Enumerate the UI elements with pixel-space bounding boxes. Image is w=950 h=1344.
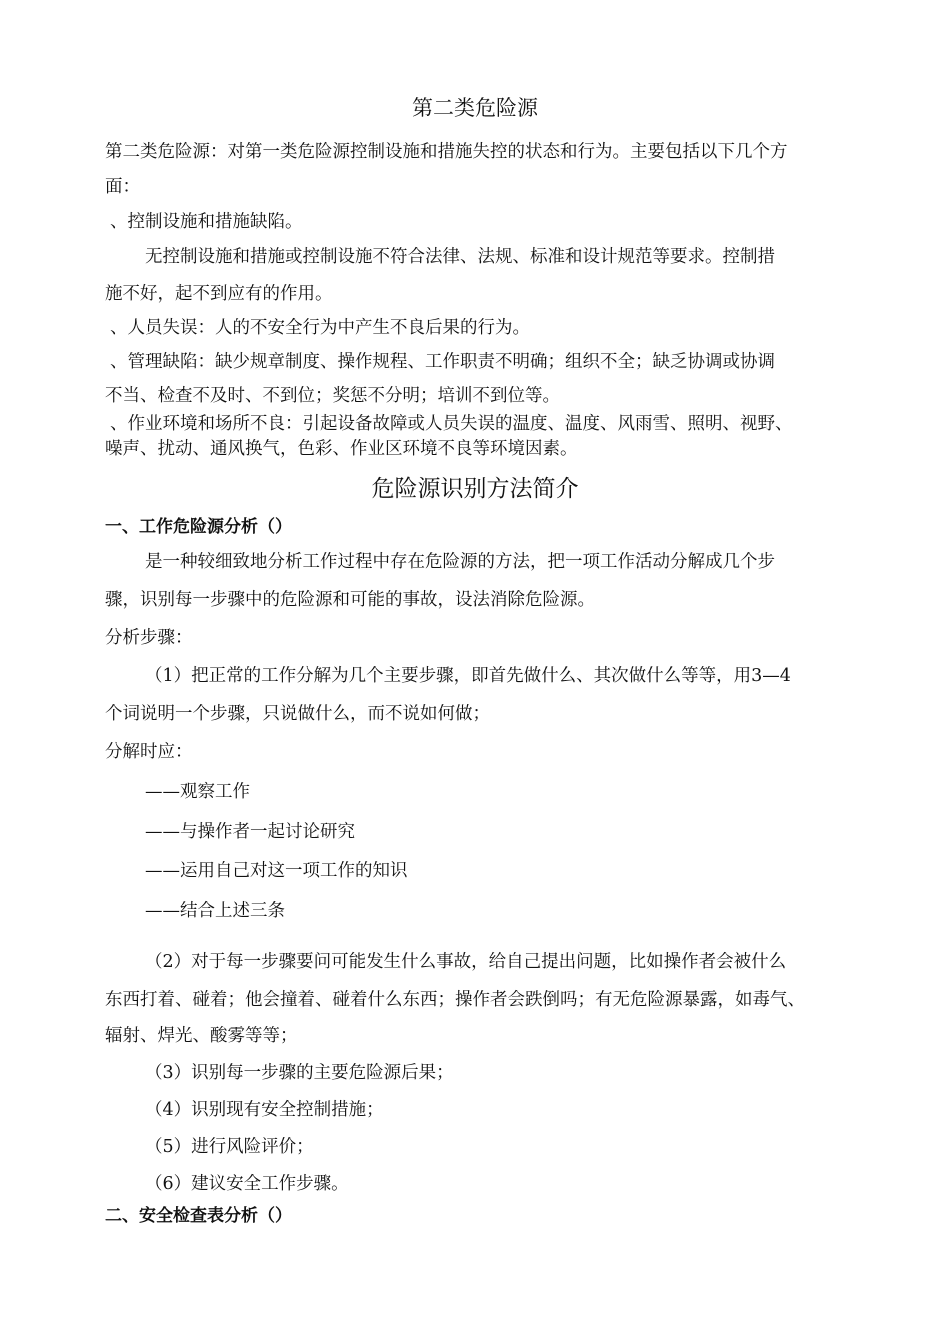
paragraph-line: 无控制设施和措施或控制设施不符合法律、法规、标准和设计规范等要求。控制措 xyxy=(145,247,775,267)
section-title: 危险源识别方法简介 xyxy=(371,476,579,502)
paragraph-line: 辐射、焊光、酸雾等等； xyxy=(105,1026,298,1046)
paragraph-line: 施不好，起不到应有的作用。 xyxy=(105,284,333,304)
dash-item: ——结合上述三条 xyxy=(145,901,285,921)
list-item: 、作业环境和场所不良：引起设备故障或人员失误的温度、温度、风雨雪、照明、视野、 xyxy=(110,414,793,434)
list-item: 、管理缺陷：缺少规章制度、操作规程、工作职责不明确；组织不全；缺乏协调或协调 xyxy=(110,352,775,372)
list-item: 、控制设施和措施缺陷。 xyxy=(110,212,303,232)
list-item: 、人员失误：人的不安全行为中产生不良后果的行为。 xyxy=(110,318,530,338)
step-item: （6）建议安全工作步骤。 xyxy=(145,1174,349,1194)
paragraph-line: 骤，识别每一步骤中的危险源和可能的事故，设法消除危险源。 xyxy=(105,590,595,610)
label-text: 分析步骤： xyxy=(105,628,193,648)
dash-item: ——与操作者一起讨论研究 xyxy=(145,822,355,842)
paragraph-line: 噪声、扰动、通风换气，色彩、作业区环境不良等环境因素。 xyxy=(105,439,578,459)
section-heading: 一、工作危险源分析（） xyxy=(105,517,292,537)
paragraph-line: 东西打着、碰着；他会撞着、碰着什么东西；操作者会跌倒吗；有无危险源暴露，如毒气、 xyxy=(105,990,805,1010)
section-heading: 二、安全检查表分析（） xyxy=(105,1206,292,1226)
label-text: 分解时应： xyxy=(105,742,193,762)
paragraph-line: 第二类危险源：对第一类危险源控制设施和措施失控的状态和行为。主要包括以下几个方 xyxy=(105,142,788,162)
step-item: （2）对于每一步骤要问可能发生什么事故，给自己提出问题，比如操作者会被什么 xyxy=(145,952,787,972)
dash-item: ——运用自己对这一项工作的知识 xyxy=(145,861,408,881)
paragraph-line: 不当、检查不及时、不到位；奖惩不分明；培训不到位等。 xyxy=(105,386,560,406)
step-item: （4）识别现有安全控制措施； xyxy=(145,1100,384,1120)
paragraph-line: 是一种较细致地分析工作过程中存在危险源的方法，把一项工作活动分解成几个步 xyxy=(145,552,775,572)
paragraph-line: 个词说明一个步骤，只说做什么，而不说如何做； xyxy=(105,704,490,724)
dash-item: ——观察工作 xyxy=(145,782,250,802)
document-title: 第二类危险源 xyxy=(412,96,538,120)
step-item: （5）进行风险评价； xyxy=(145,1137,314,1157)
paragraph-line: 面： xyxy=(105,177,140,197)
step-item: （3）识别每一步骤的主要危险源后果； xyxy=(145,1063,454,1083)
step-item: （1）把正常的工作分解为几个主要步骤，即首先做什么、其次做什么等等，用3—4 xyxy=(145,666,791,686)
